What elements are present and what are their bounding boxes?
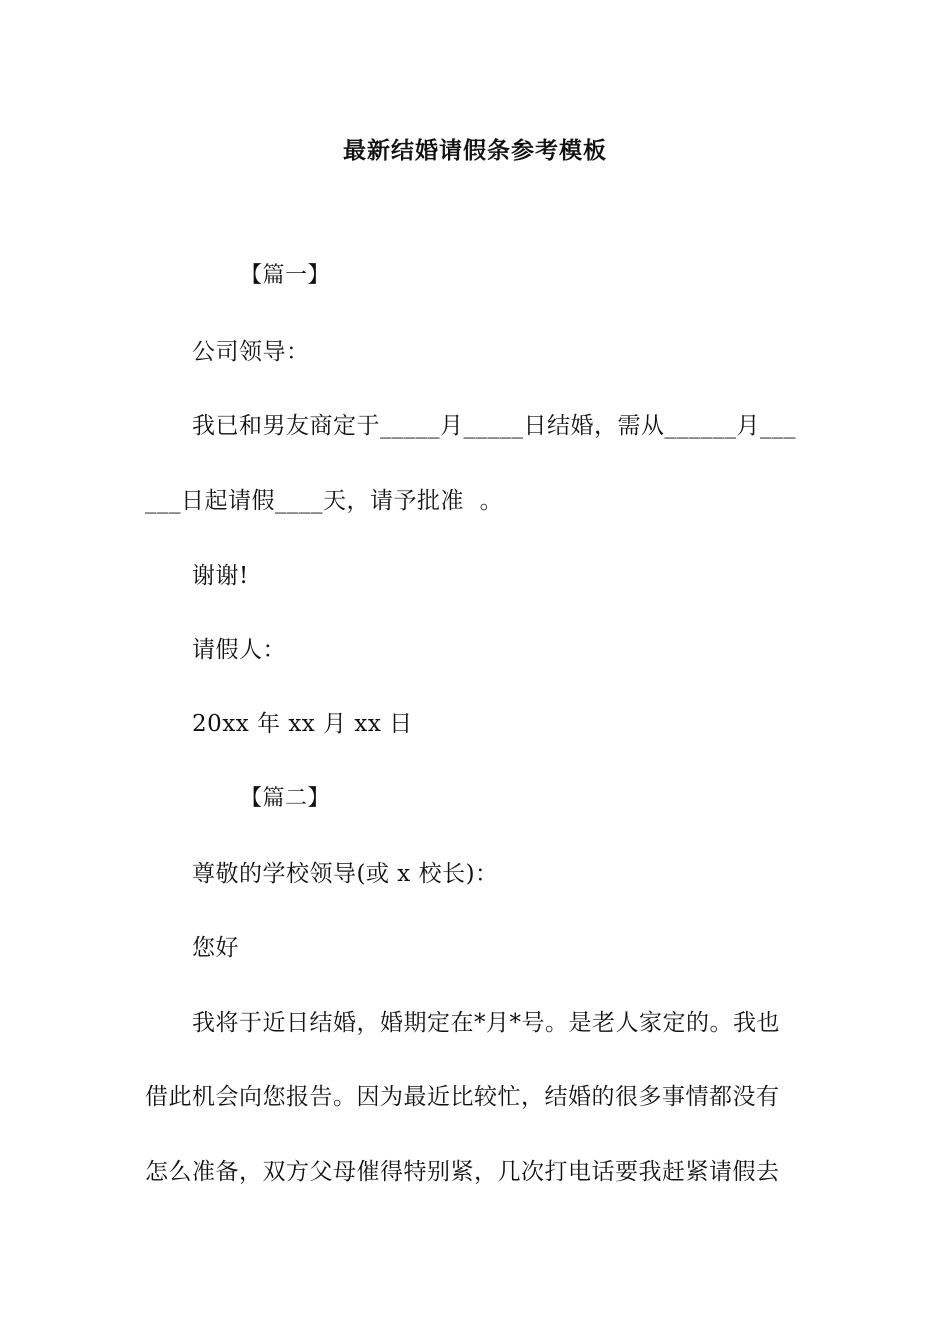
section1-date: 20xx 年 xx 月 xx 日 bbox=[192, 711, 413, 737]
section1-thanks: 谢谢! bbox=[192, 563, 249, 589]
section2-salutation: 尊敬的学校领导(或 x 校长)： bbox=[192, 861, 499, 887]
document-title: 最新结婚请假条参考模板 bbox=[343, 138, 607, 164]
section1-heading: 【篇一】 bbox=[240, 263, 331, 288]
section2-greeting: 您好 bbox=[192, 935, 239, 961]
section1-body-line1: 我已和男友商定于_____月_____日结婚，需从______月___ bbox=[192, 413, 796, 439]
section2-body-line2: 借此机会向您报告。因为最近比较忙，结婚的很多事情都没有 bbox=[145, 1084, 780, 1110]
section1-applicant: 请假人： bbox=[192, 637, 286, 663]
section2-body-line3: 怎么准备，双方父母催得特别紧，几次打电话要我赶紧请假去 bbox=[145, 1159, 780, 1185]
section2-body-line1: 我将于近日结婚，婚期定在*月*号。是老人家定的。我也 bbox=[192, 1010, 780, 1036]
section1-body-line2: ___日起请假____天，请予批准 。 bbox=[145, 488, 504, 514]
section1-salutation: 公司领导： bbox=[192, 339, 310, 365]
section2-heading: 【篇二】 bbox=[240, 786, 331, 811]
